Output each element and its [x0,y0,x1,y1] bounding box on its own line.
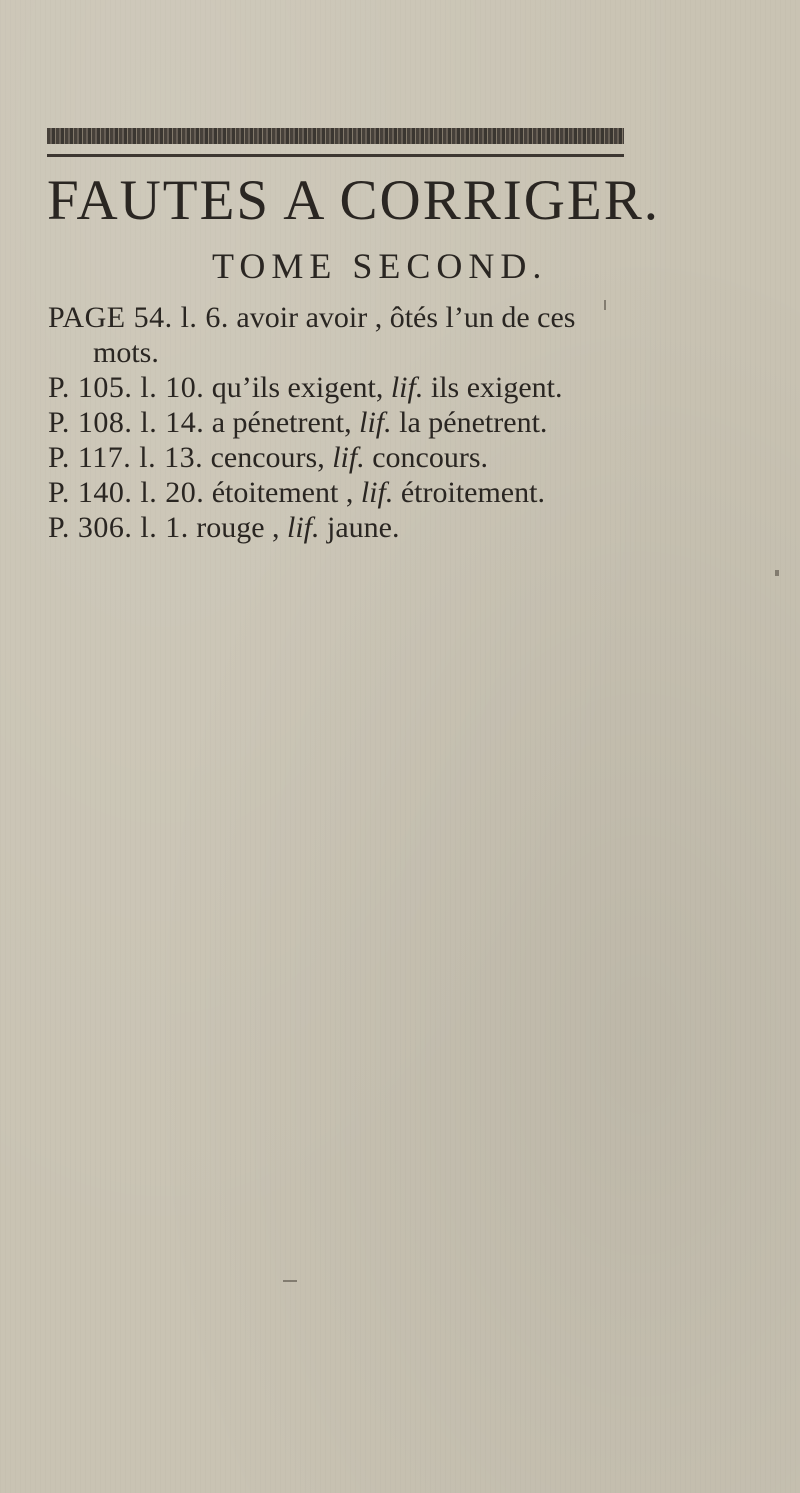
errata-error: a pénetrent, [211,406,352,439]
errata-location: PAGE 54. l. 6. [48,301,229,334]
errata-correction: concours. [372,441,489,474]
errata-correction: étroitement. [400,476,545,509]
lisez-label: lif. [360,476,394,509]
lisez-label: lif. [390,371,424,404]
errata-correction: jaune. [327,511,400,544]
errata-error: cencours, [210,441,325,474]
errata-entry [48,440,648,475]
errata-entry [48,405,648,440]
lisez-label: lif. [287,511,320,544]
errata-correction: ils exigent. [430,371,563,404]
divider-rule [47,154,624,157]
errata-location: P. 306. l. 1. [48,511,189,544]
errata-error: rouge , [196,511,280,544]
errata-location: P. 140. l. 20. [48,476,205,509]
errata-entry [48,510,648,545]
errata-error: avoir avoir , [236,301,383,334]
lisez-label: lif. [332,441,365,474]
paper-blemish [604,300,606,310]
errata-entry [48,370,648,405]
errata-location: P. 108. l. 14. [48,406,205,439]
errata-correction: la pénetrent. [399,406,548,439]
page-title: FAUTES A CORRIGER. [47,169,660,232]
errata-location: P. 117. l. 13. [48,441,204,474]
errata-correction: ôtés l’un de ces mots. [93,301,576,369]
errata-list [48,300,648,545]
paper-blemish [775,570,779,576]
errata-location: P. 105. l. 10. [48,371,205,404]
errata-error: qu’ils exigent, [211,371,384,404]
lisez-label: lif. [359,406,392,439]
errata-entry [48,475,648,510]
paper-blemish [283,1280,297,1282]
ornamental-rule [47,128,624,144]
errata-entry [48,300,648,370]
errata-error: étoitement , [211,476,354,509]
volume-subtitle: TOME SECOND. [212,246,548,286]
